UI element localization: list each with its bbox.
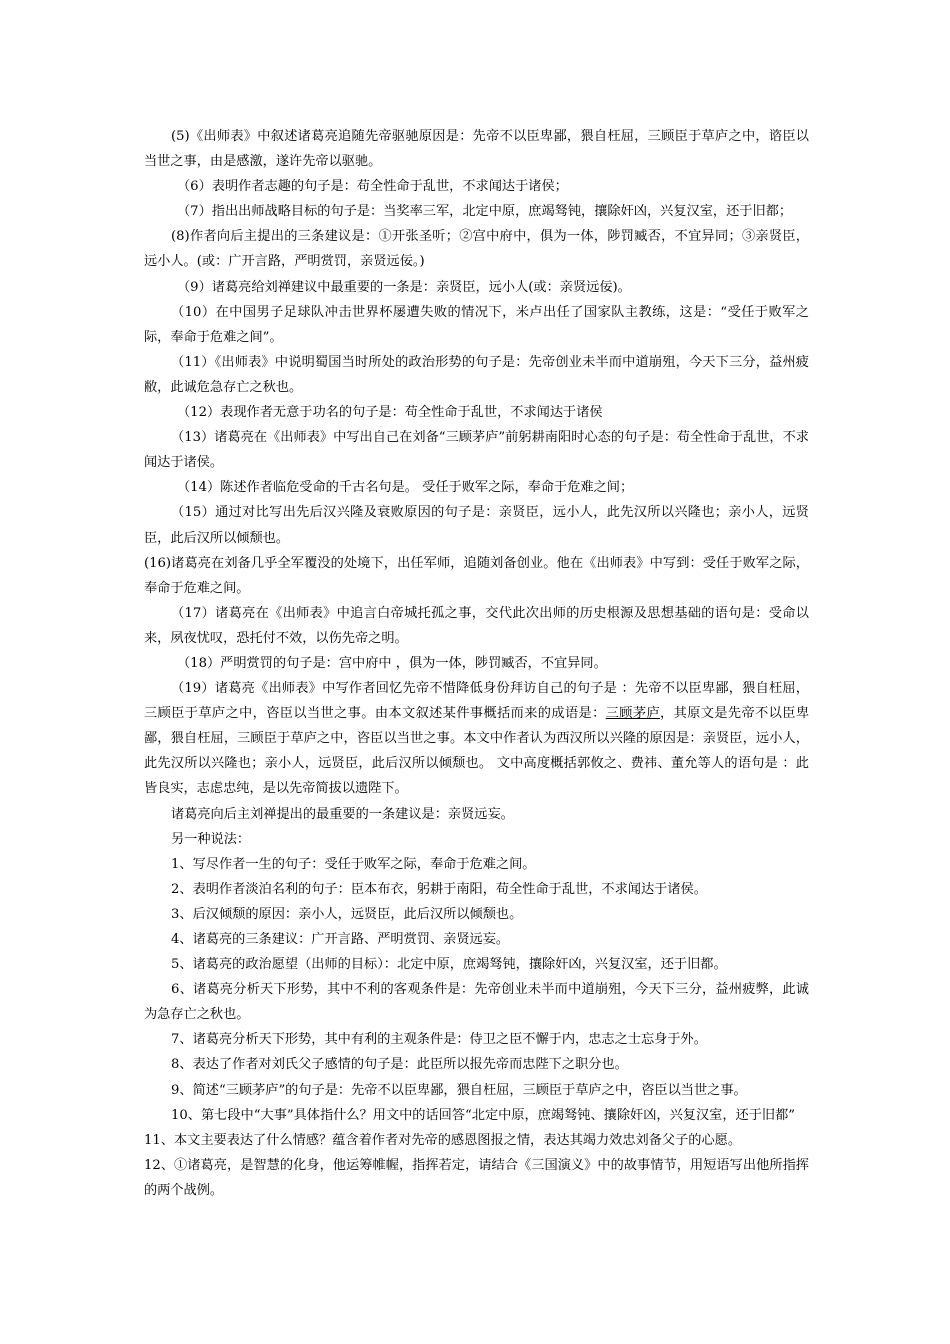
alt-item-4: 4、诸葛亮的三条建议：广开言路、严明赏罚、亲贤远妄。 <box>171 932 510 947</box>
paragraph-9: （9）诸葛亮给刘禅建议中最重要的一条是：亲贤臣，远小人(或：亲贤远佞)。 <box>177 279 631 295</box>
alt-item-2: 2、表明作者淡泊名利的句子：臣本布衣，躬耕于南阳，苟全性命于乱世，不求闻达于诸侯。 <box>171 881 707 897</box>
paragraph-5: (5)《出师表》中叙述诸葛亮追随先帝驱驰原因是：先帝不以臣卑鄙，猥自枉屈，三顾臣于草庐之中，谘臣以当世之事，由是感激，遂许先帝以驱驰。 <box>144 129 809 170</box>
paragraph-7: （7）指出出师战略目标的句子是：当奖率三军，北定中原，庶竭驽钝，攘除奸凶，兴复汉室，还于旧都； <box>177 204 793 220</box>
paragraph-15: （15）通过对比写出先后汉兴隆及衰败原因的句子是：亲贤臣，远小人，此先汉所以兴隆也；亲小人，远贤臣，此后汉所以倾颓也。 <box>144 505 809 546</box>
paragraph-6: （6）表明作者志趣的句子是：苟全性命于乱世，不求闻达于诸侯； <box>177 179 568 195</box>
paragraph-14: （14）陈述作者临危受命的千古名句是。 受任于败军之际，奉命于危难之间； <box>177 480 634 496</box>
alt-item-3: 3、后汉倾颓的原因：亲小人，远贤臣，此后汉所以倾颓也。 <box>171 906 523 922</box>
tail-item-12: 12、①诸葛亮，是智慧的化身，他运筹帷幄，指挥若定，请结合《三国演义》中的故事情节，用短语写出他所指挥的两个战例。 <box>144 1157 809 1198</box>
paragraph-13: （13）诸葛亮在《出师表》中写出自己在刘备“三顾茅庐”前躬耕南阳时心态的句子是：苟全性命于乱世，不求闻达于诸侯。 <box>144 430 809 471</box>
alt-item-6: 6、诸葛亮分析天下形势，其中不利的客观条件是：先帝创业未半而中道崩殂，今天下三分，益州疲弊，此诚为急存亡之秋也。 <box>144 982 809 1023</box>
paragraph-11: （11）《出师表》中说明蜀国当时所处的政治形势的句子是：先帝创业未半而中道崩殂，今天下三分，益州疲敝，此诚危急存亡之秋也。 <box>144 354 809 395</box>
document-body <box>144 124 809 1203</box>
paragraph-19 <box>144 676 809 801</box>
paragraph-17: （17）诸葛亮在《出师表》中追言白帝城托孤之事，交代此次出师的历史根源及思想基础的语句是：受命以来，夙夜忧叹，恐托付不效，以伤先帝之明。 <box>144 605 809 646</box>
paragraph-16: (16)诸葛亮在刘备几乎全军覆没的处境下，出任军师，追随刘备创业。他在《出师表》中写到：受任于败军之际，奉命于危难之间。 <box>144 555 809 596</box>
alt-item-9: 9、简述“三顾茅庐”的句子是：先帝不以臣卑鄙，猥自枉屈，三顾臣于草庐之中，咨臣以当世之事。 <box>171 1082 747 1098</box>
paragraph-19-before: （19）诸葛亮《出师表》中写作者回忆先帝不惜降低身份拜访自己的句子是 ：先帝不以臣卑鄙，猥自枉屈，三顾臣于草庐之中，咨臣以当世之事。由本文叙述某件事概括而来的成语是： <box>144 681 809 722</box>
paragraph-18: （18）严明赏罚的句子是：宫中府中 ，俱为一体，陟罚臧否，不宜异同。 <box>177 655 607 671</box>
alt-item-5: 5、诸葛亮的政治愿望（出师的目标）：北定中原，庶竭驽钝，攘除奸凶，兴复汉室，还于旧都。 <box>171 957 727 973</box>
idiom-underlined: 三顾茅庐 <box>605 706 661 722</box>
paragraph-10: （10）在中国男子足球队冲击世界杯屡遭失败的情况下，米卢出任了国家队主教练，这是：“受任于败军之际，奉命于危难之间”。 <box>144 304 809 345</box>
tail-item-11: 11、本文主要表达了什么情感？蕴含着作者对先帝的感恩图报之情，表达其竭力效忠刘备父子的心愿。 <box>144 1132 742 1148</box>
alt-item-10: 10、第七段中“大事”具体指什么？用文中的话回答“北定中原，庶竭驽钝、攘除奸凶，兴复汉室，还于旧都” <box>171 1107 795 1123</box>
alt-item-8: 8、表达了作者对刘氏父子感情的句子是：此臣所以报先帝而忠陛下之职分也。 <box>171 1057 628 1073</box>
summary-paragraph: 诸葛亮向后主刘禅提出的最重要的一条建议是：亲贤远妄。 <box>171 806 514 822</box>
alt-heading: 另一种说法： <box>171 831 251 847</box>
alt-item-7: 7、诸葛亮分析天下形势，其中有利的主观条件是：侍卫之臣不懈于内，忠志之士忘身于外。 <box>171 1032 707 1048</box>
alt-item-1: 1、写尽作者一生的句子：受任于败军之际，奉命于危难之间。 <box>171 856 536 872</box>
paragraph-19-after: ，其原文是先帝不以臣卑鄙，猥自枉屈，三顾臣于草庐之中，咨臣以当世之事。本文中作者认为西汉所以兴隆的原因是：亲贤臣，远小人，此先汉所以兴隆也；亲小人，远贤臣，此后汉所以倾颓也。 文中高度概括郭攸之、费祎、董允等人的语句是 ：此皆良实，志虑忠纯，是以先帝简拔以遗陛下。 <box>144 706 810 797</box>
paragraph-8: (8)作者向后主提出的三条建议是：①开张圣听；②宫中府中，俱为一体，陟罚臧否，不宜异同；③亲贤臣，远小人。(或：广开言路，严明赏罚，亲贤远佞。) <box>144 229 809 270</box>
paragraph-12: （12）表现作者无意于功名的句子是：苟全性命于乱世，不求闻达于诸侯 <box>177 405 603 421</box>
